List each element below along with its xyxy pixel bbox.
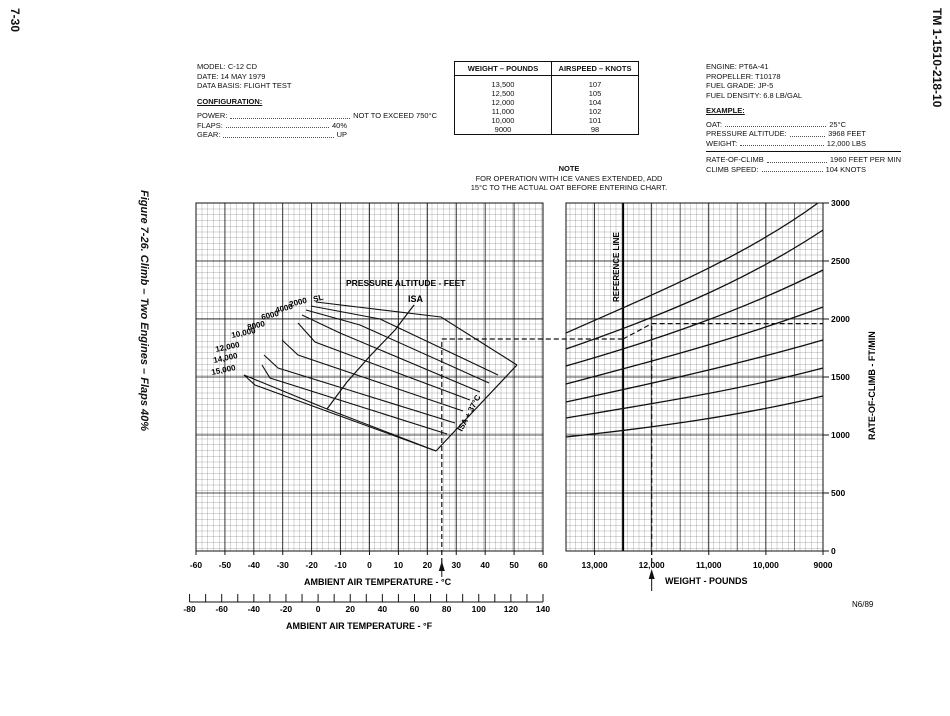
table-cell: 9000 xyxy=(455,125,552,135)
altitude-label: 4000 xyxy=(274,301,294,315)
weight-tick-label: 13,000 xyxy=(581,560,608,570)
oat-label: OAT: xyxy=(706,119,723,129)
propeller-text: PROPELLER: T10178 xyxy=(706,71,781,81)
f-tick-label: -20 xyxy=(279,604,293,614)
figure-code: N6/89 xyxy=(852,600,874,609)
weight-axis-title: WEIGHT - POUNDS xyxy=(665,576,748,586)
x-tick-label-c: -50 xyxy=(218,560,232,570)
model-text: MODEL: C-12 CD xyxy=(197,62,258,71)
climb-speed-value: 104 KNOTS xyxy=(825,164,866,174)
x-tick-label-c: 0 xyxy=(367,560,372,570)
table-cell: 12,500 xyxy=(455,89,552,98)
altitude-label: 15,000 xyxy=(210,363,237,377)
isa37-label: ISA + 37°C xyxy=(455,393,483,433)
x-tick-label-c: -40 xyxy=(247,560,260,570)
weight-tick-label: 9000 xyxy=(813,560,833,570)
example-arrow xyxy=(439,561,445,571)
page-number: 7-30 xyxy=(8,8,22,33)
example-header: EXAMPLE: xyxy=(706,106,745,115)
weight-label: WEIGHT: xyxy=(706,138,738,148)
f-tick-label: 140 xyxy=(535,604,551,614)
isa-label: ISA xyxy=(408,294,424,304)
x-tick-label-c: -30 xyxy=(276,560,289,570)
weight-tick-label: 12,000 xyxy=(638,560,665,570)
x-tick-label-c: 50 xyxy=(509,560,519,570)
altitude-label: SL xyxy=(312,292,325,304)
weight-tick-label: 10,000 xyxy=(752,560,779,570)
x-tick-label-c: 60 xyxy=(538,560,548,570)
f-tick-label: 80 xyxy=(441,604,452,614)
data-basis-text: DATA BASIS: FLIGHT TEST xyxy=(197,81,292,90)
family-label: PRESSURE ALTITUDE - FEET xyxy=(346,278,466,288)
airspeed-header: AIRSPEED – KNOTS xyxy=(552,62,639,76)
f-tick-label: 20 xyxy=(345,604,355,614)
y-tick-label: 2500 xyxy=(831,256,850,266)
table-cell: 13,500 xyxy=(455,76,552,90)
weight-header: WEIGHT – POUNDS xyxy=(455,62,552,76)
x-tick-label-c: -60 xyxy=(189,560,203,570)
altitude-label: 10,000 xyxy=(230,326,257,340)
x-tick-label-c: -10 xyxy=(334,560,347,570)
f-tick-label: 120 xyxy=(503,604,518,614)
fuel-grade-text: FUEL GRADE: JP-5 xyxy=(706,81,774,90)
pressure-altitude-value: 3968 FEET xyxy=(828,129,866,138)
x-tick-label-c: 30 xyxy=(451,560,461,570)
f-tick-label: -80 xyxy=(183,604,196,614)
altitude-label: 8000 xyxy=(246,319,266,332)
gear-label: GEAR: xyxy=(197,130,221,139)
x-axis-title-f: AMBIENT AIR TEMPERATURE - °F xyxy=(286,621,433,631)
f-tick-label: -40 xyxy=(247,604,260,614)
weight-tick-label: 11,000 xyxy=(696,560,722,570)
reference-line-label: REFERENCE LINE xyxy=(612,232,621,302)
flaps-value: 40% xyxy=(331,120,347,130)
x-axis-title-c: AMBIENT AIR TEMPERATURE - °C xyxy=(304,577,452,587)
table-cell: 105 xyxy=(552,89,639,98)
weight-value: 12,000 LBS xyxy=(826,138,866,148)
table-cell: 101 xyxy=(552,116,639,125)
y-tick-label: 1500 xyxy=(831,372,850,382)
x-tick-label-c: 10 xyxy=(393,560,404,570)
rate-of-climb-label: RATE-OF-CLIMB xyxy=(706,155,764,164)
y-tick-label: 2000 xyxy=(831,314,850,324)
configuration-header: CONFIGURATION: xyxy=(197,96,263,106)
f-tick-label: 40 xyxy=(377,604,388,614)
document-number: TM 1-1510-218-10 xyxy=(930,8,944,108)
table-cell: 107 xyxy=(552,76,639,90)
example-weight-arrow xyxy=(649,569,655,579)
y-tick-label: 3000 xyxy=(831,198,850,208)
date-text: DATE: 14 MAY 1979 xyxy=(197,71,266,81)
figure-caption: Figure 7-26. Climb – Two Engines – Flaps 40% xyxy=(138,190,150,432)
table-cell: 102 xyxy=(552,107,639,116)
x-tick-label-c: 20 xyxy=(422,560,433,570)
table-cell: 10,000 xyxy=(455,116,552,125)
y-tick-label: 500 xyxy=(831,488,846,498)
pressure-altitude-label: PRESSURE ALTITUDE: xyxy=(706,129,787,138)
climb-speed-label: CLIMB SPEED: xyxy=(706,164,759,174)
gear-value: UP xyxy=(336,130,347,139)
y-tick-label: 1000 xyxy=(831,430,850,440)
table-cell: 12,000 xyxy=(455,98,552,107)
x-tick-label-c: 40 xyxy=(480,560,490,570)
rate-of-climb-value: 1960 FEET PER MIN xyxy=(829,155,901,164)
x-tick-label-c: -20 xyxy=(305,560,318,570)
oat-value: 25°C xyxy=(829,119,846,129)
f-tick-label: 100 xyxy=(471,604,486,614)
y-tick-label: 0 xyxy=(831,546,836,556)
table-cell: 98 xyxy=(552,125,639,135)
altitude-label: 12,000 xyxy=(214,340,241,354)
y-axis-title: RATE-OF-CLIMB - FT/MIN xyxy=(867,331,877,440)
f-tick-label: 0 xyxy=(315,604,321,614)
note-line-2: 15°C TO THE ACTUAL OAT BEFORE ENTERING CHART. xyxy=(470,183,668,192)
flaps-label: FLAPS: xyxy=(197,120,223,130)
table-cell: 11,000 xyxy=(455,107,552,116)
note-line-1: FOR OPERATION WITH ICE VANES EXTENDED, ADD xyxy=(475,173,663,183)
altitude-label: 2000 xyxy=(288,295,308,309)
power-label: POWER: xyxy=(197,111,228,120)
table-cell: 104 xyxy=(552,98,639,107)
altitude-label: 6000 xyxy=(260,308,280,322)
power-value: NOT TO EXCEED 750°C xyxy=(353,111,437,120)
altitude-label: 14,000 xyxy=(212,351,239,365)
note-title: NOTE xyxy=(558,164,580,173)
f-tick-label: 60 xyxy=(409,604,420,614)
engine-text: ENGINE: PT6A-41 xyxy=(706,62,769,71)
f-tick-label: -60 xyxy=(215,604,228,614)
fuel-density-text: FUEL DENSITY: 6.8 LB/GAL xyxy=(706,90,803,100)
